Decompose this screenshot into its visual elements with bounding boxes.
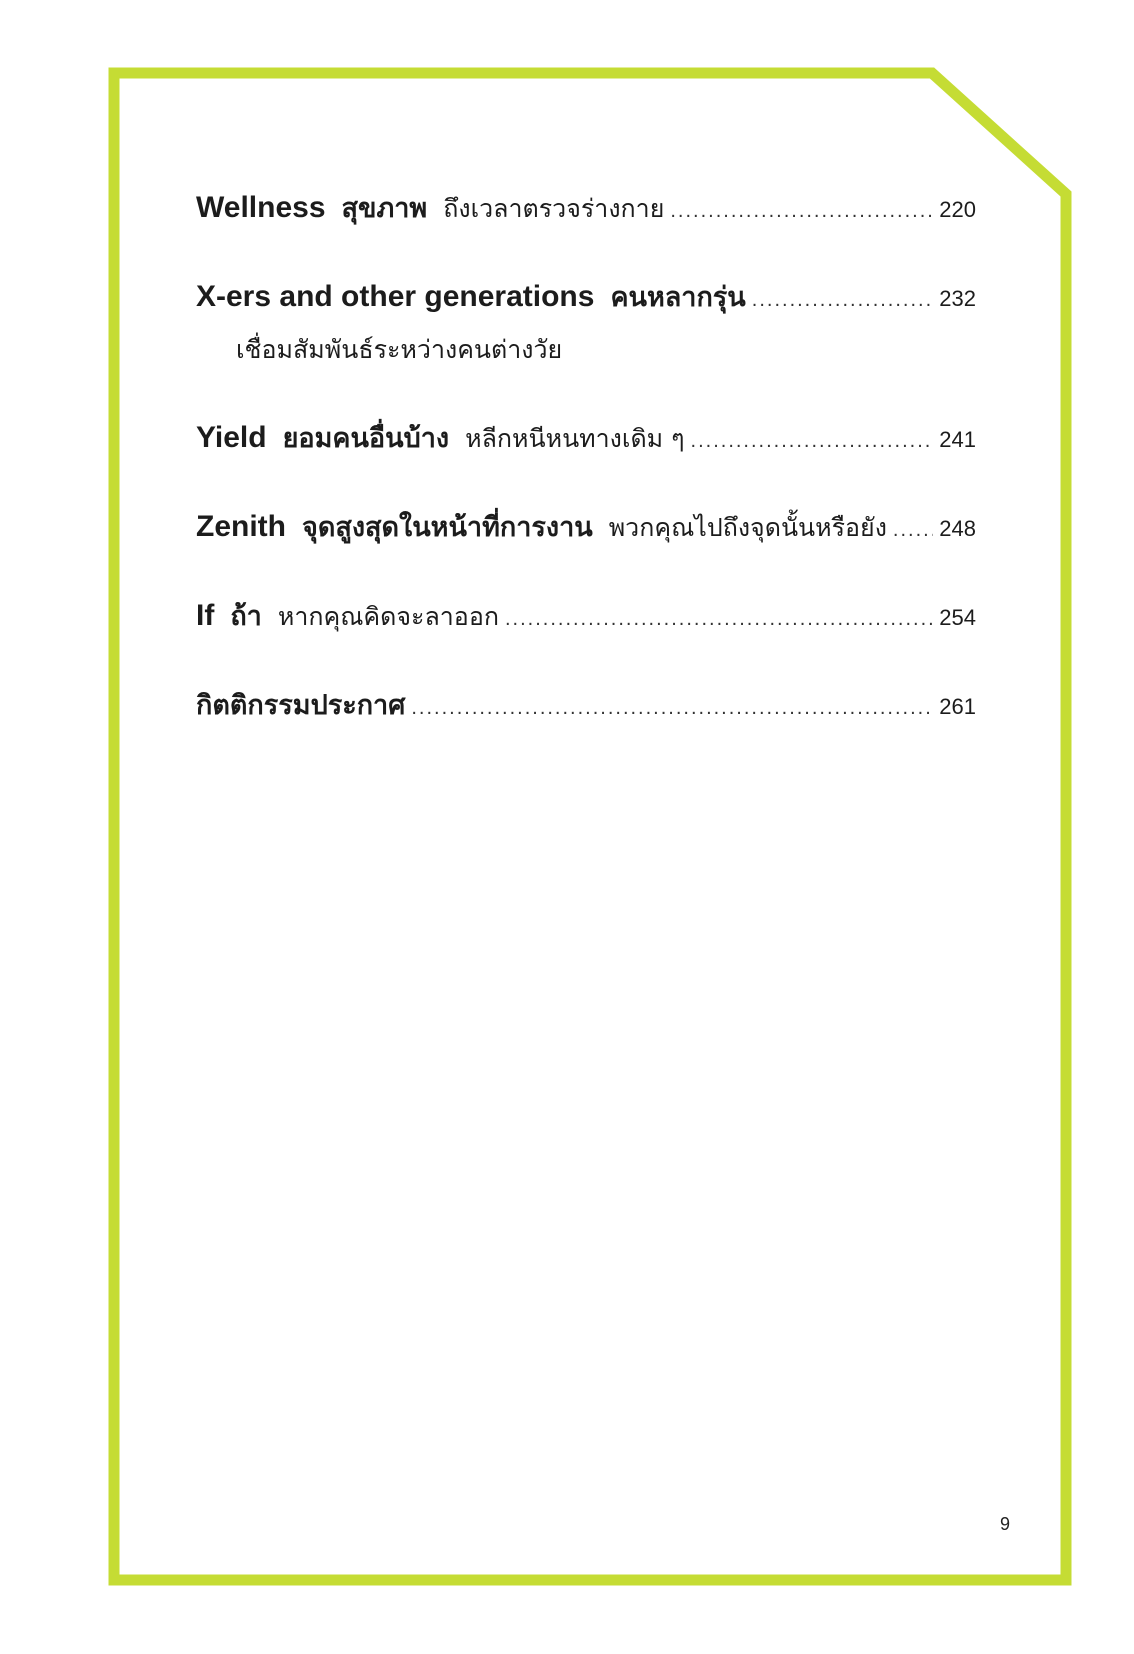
entry-subtitle: ถึงเวลาตรวจร่างกาย: [443, 194, 665, 223]
toc-entry-wellness[interactable]: [196, 186, 976, 229]
entry-page-number: 248: [939, 516, 976, 541]
dot-leader: [893, 519, 933, 542]
toc-entry-zenith[interactable]: [196, 505, 976, 548]
entry-thai-title: ยอมคนอื่นบ้าง: [282, 423, 450, 454]
entry-page-number: 232: [939, 286, 976, 311]
entry-thai-title: กิตติกรรมประกาศ: [196, 690, 406, 721]
entry-english-title: Yield: [196, 421, 267, 454]
entry-english-title: If: [196, 599, 215, 632]
entry-thai-title: จุดสูงสุดในหน้าที่การงาน: [302, 512, 593, 543]
entry-subtitle: เชื่อมสัมพันธ์ระหว่างคนต่างวัย: [236, 335, 563, 364]
entry-english-title: Zenith: [196, 510, 286, 543]
entry-page-number: 254: [939, 605, 976, 630]
entry-thai-title: สุขภาพ: [341, 193, 428, 224]
dot-leader: [505, 608, 933, 631]
toc-entry-x-ers[interactable]: [196, 275, 976, 370]
entry-page-number: 241: [939, 427, 976, 452]
dot-leader: [670, 200, 933, 223]
dot-leader: [411, 697, 933, 720]
entry-thai-title: คนหลากรุ่น: [610, 282, 746, 313]
entry-subtitle: หลีกหนีหนทางเดิม ๆ: [465, 424, 685, 453]
dot-leader: [752, 289, 934, 312]
dot-leader: [691, 430, 934, 453]
toc-entry-if[interactable]: [196, 594, 976, 637]
toc-entry-yield[interactable]: [196, 416, 976, 459]
entry-subtitle: หากคุณคิดจะลาออก: [277, 602, 499, 631]
entry-english-title: Wellness: [196, 191, 326, 224]
entry-english-title: X-ers and other generations: [196, 280, 595, 313]
page-number: 9: [1000, 1514, 1011, 1534]
table-of-contents: [196, 186, 976, 772]
entry-subtitle: พวกคุณไปถึงจุดนั้นหรือยัง: [608, 513, 887, 542]
entry-thai-title: ถ้า: [230, 601, 262, 632]
entry-page-number: 261: [939, 694, 976, 719]
toc-entry-acknowledgements[interactable]: [196, 683, 976, 726]
entry-page-number: 220: [939, 197, 976, 222]
